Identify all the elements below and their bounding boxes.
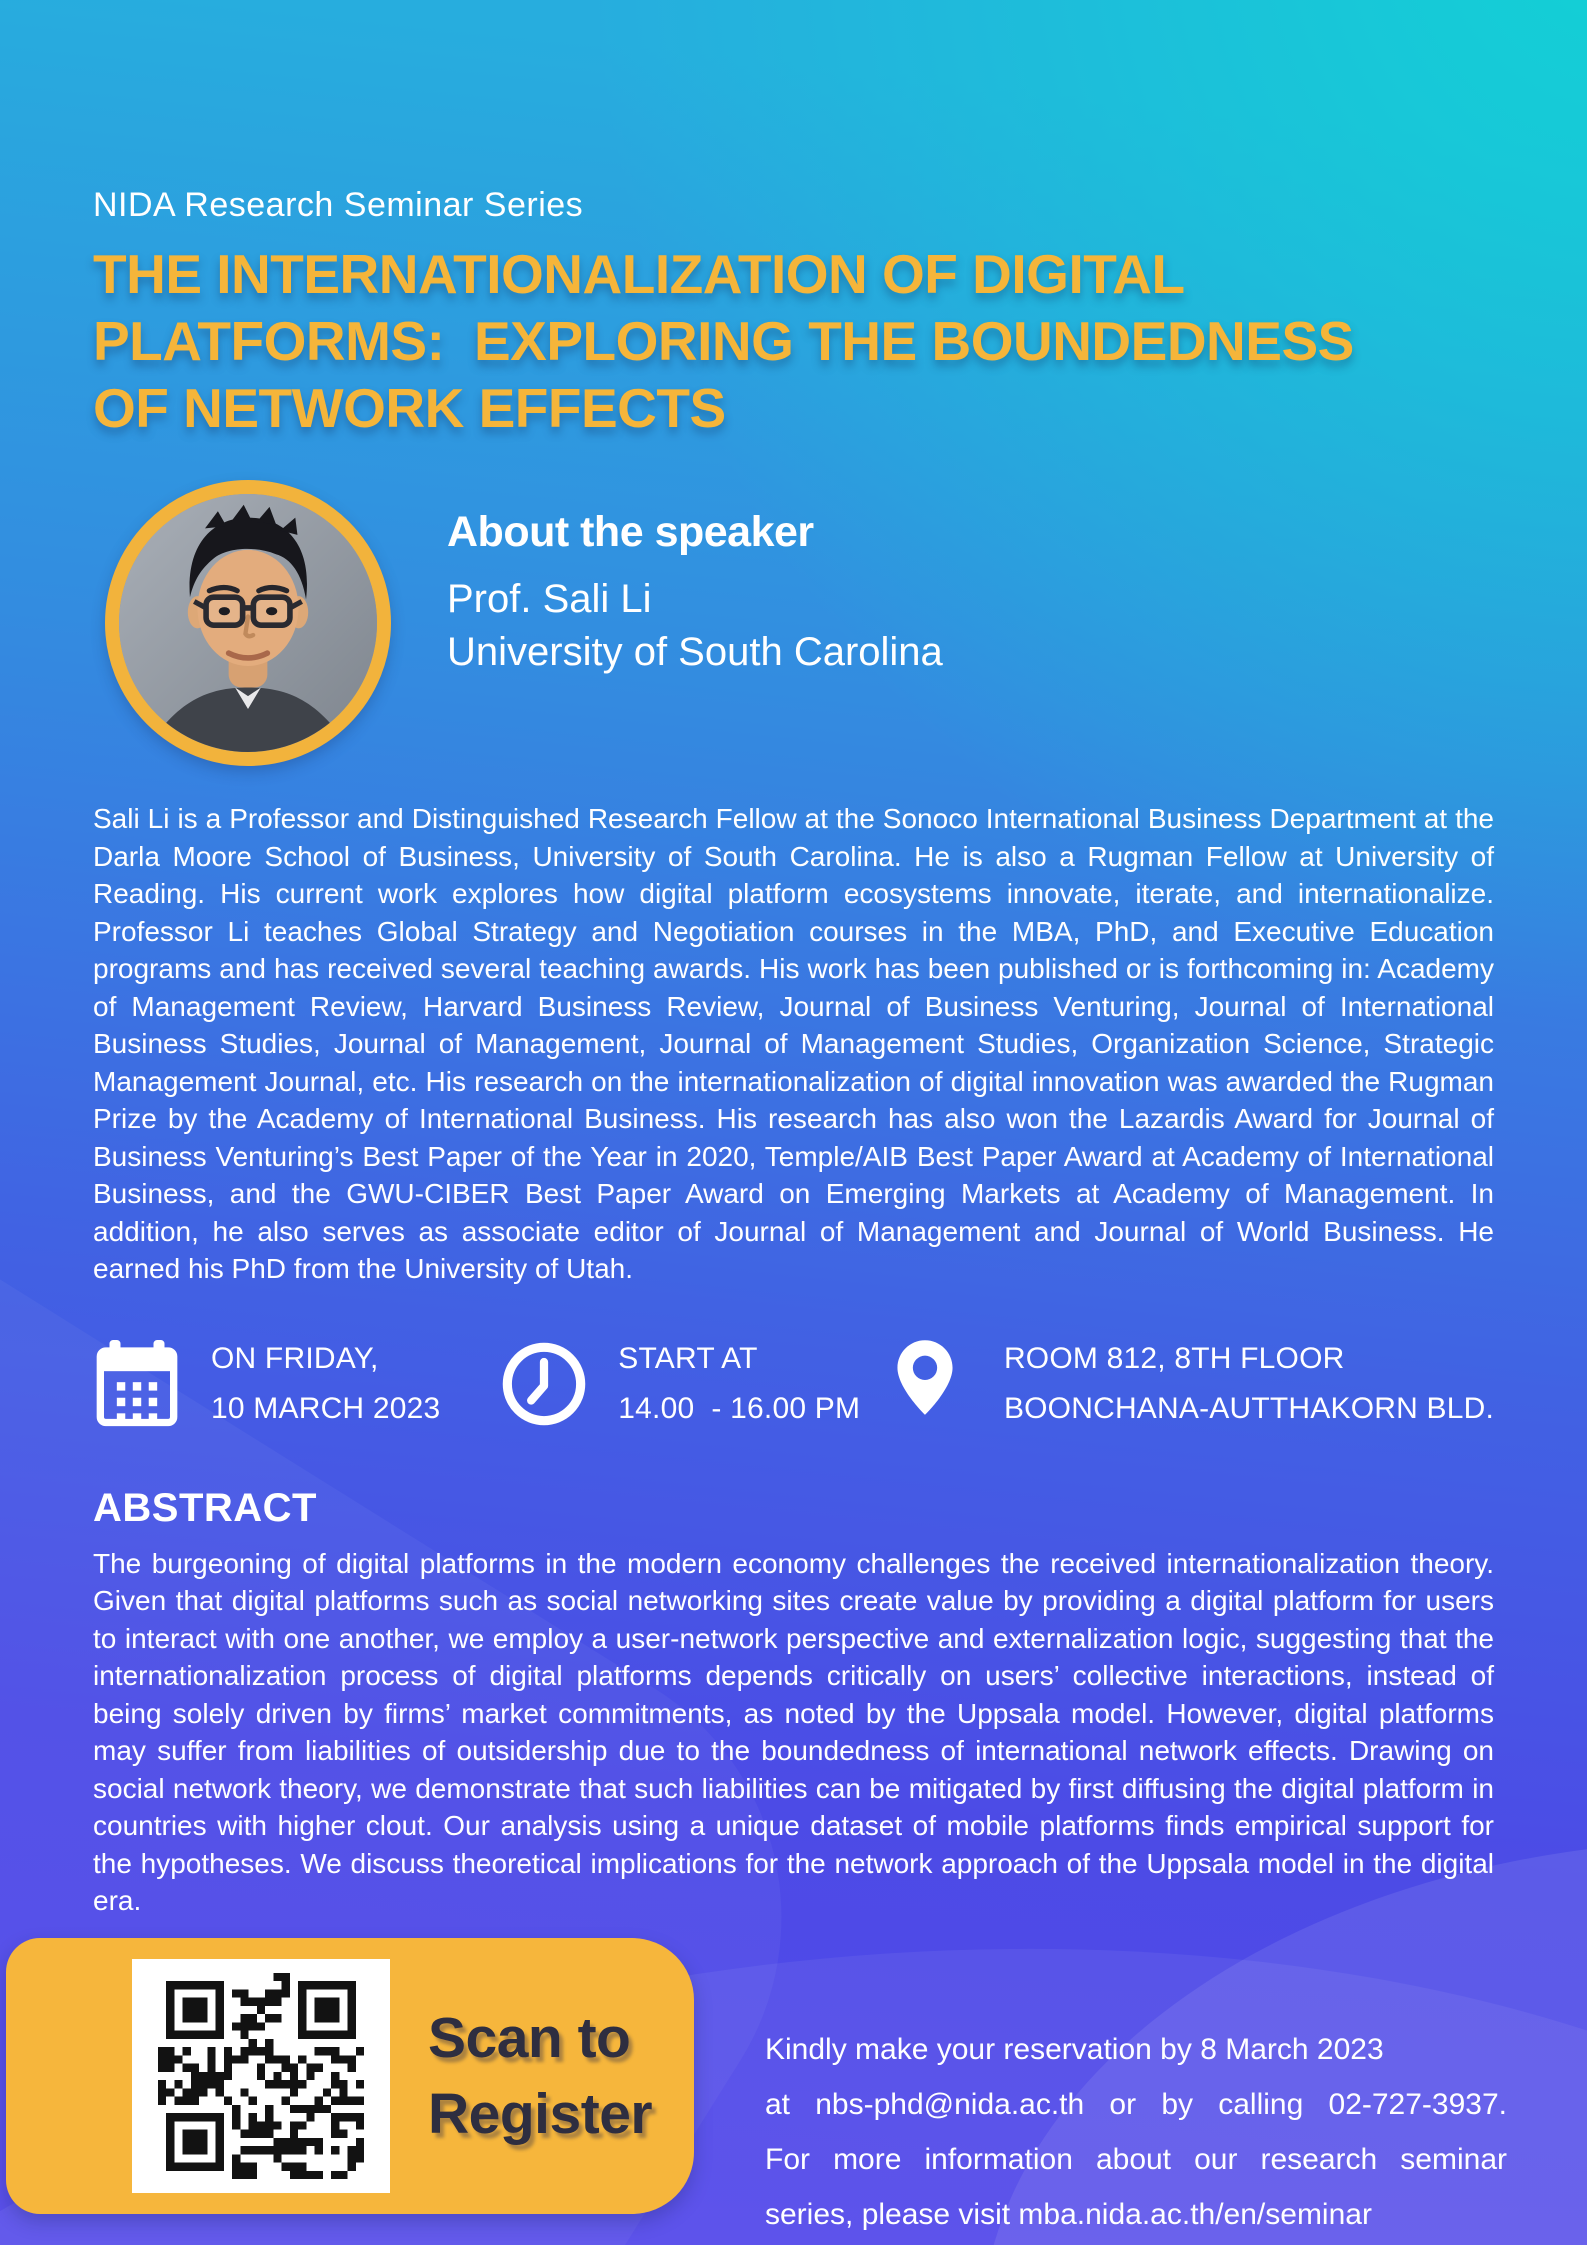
event-location-line2: BOONCHANA-AUTTHAKORN BLD. — [1003, 1391, 1494, 1425]
cta-line1: Scan to — [428, 2006, 631, 2070]
title-line: THE INTERNATIONALIZATION OF DIGITAL — [93, 243, 1185, 305]
series-label: NIDA Research Seminar Series — [93, 186, 584, 224]
event-date-line2: 10 MARCH 2023 — [211, 1391, 441, 1425]
reservation-info — [765, 2022, 1507, 2242]
title-line: PLATFORMS: EXPLORING THE BOUNDEDNESS — [93, 310, 1354, 372]
event-date-line1: ON FRIDAY, — [211, 1341, 379, 1375]
event-location-text — [1004, 1334, 1494, 1434]
speaker-section — [93, 480, 1494, 766]
calendar-icon — [93, 1338, 189, 1430]
speaker-name: Prof. Sali Li — [447, 577, 652, 621]
event-time-line1: START AT — [618, 1341, 758, 1375]
speaker-affiliation: University of South Carolina — [447, 630, 943, 674]
cta-line2: Register — [428, 2082, 653, 2146]
event-detail-date — [93, 1334, 500, 1434]
speaker-photo — [105, 480, 391, 766]
reservation-line: at nbs-phd@nida.ac.th or by calling 02-727-3937. — [765, 2088, 1507, 2121]
scan-to-register-label — [428, 2000, 652, 2152]
title-line: OF NETWORK EFFECTS — [93, 377, 726, 439]
event-time-line2: 14.00 - 16.00 PM — [618, 1391, 861, 1425]
clock-icon — [500, 1340, 596, 1428]
qr-code — [132, 1959, 390, 2193]
event-detail-time — [500, 1334, 886, 1434]
speaker-portrait-illustration — [119, 494, 377, 752]
reservation-line: series, please visit mba.nida.ac.th/en/seminar — [765, 2198, 1372, 2231]
poster-title — [93, 241, 1494, 442]
event-time-text — [618, 1334, 860, 1434]
reservation-line: For more information about our research seminar — [765, 2143, 1507, 2176]
event-details — [93, 1334, 1494, 1434]
event-detail-location — [886, 1334, 1494, 1434]
location-pin-icon — [886, 1337, 982, 1431]
abstract-heading: ABSTRACT — [93, 1485, 317, 1530]
event-location-line1: ROOM 812, 8TH FLOOR — [1003, 1341, 1345, 1375]
speaker-bio: Sali Li is a Professor and Distinguished Research Fellow at the Sonoco International Business Department at the Darla Moore School of Business, University of South Carolina. He is also a Rugman Fellow at University of Reading. His current work explores how digital platform ecosystems innovate, iterate, and internationalize. Professor Li teaches Global Strategy and Negotiation courses in the MBA, PhD, and Executive Education programs and has received several teaching awards. His work has been published or is forthcoming in: Academy of Management Review, Harvard Business Review, Journal of Business Venturing, Journal of International Business Studies, Journal of Management, Journal of Management Studies, Organization Science, Strategic Management Journal, etc. His research on the internationalization of digital innovation was awarded the Rugman Prize by the Academy of International Business. His research has also won the Lazardis Award for Journal of Business Venturing’s Best Paper of the Year in 2020, Temple/AIB Best Paper Award at Academy of International Business, and the GWU-CIBER Best Paper Award on Emerging Markets at Academy of Management. In addition, he also serves as associate editor of Journal of Management and Journal of World Business. He earned his PhD from the University of Utah. — [93, 803, 1494, 1284]
speaker-info — [447, 480, 943, 675]
about-speaker-heading: About the speaker — [447, 508, 814, 556]
register-card — [6, 1938, 694, 2214]
event-date-text — [211, 1334, 440, 1434]
reservation-line: Kindly make your reservation by 8 March 2023 — [765, 2033, 1384, 2066]
qr-code-image — [158, 1973, 364, 2179]
footer — [0, 1936, 1587, 2231]
abstract-body: The burgeoning of digital platforms in the modern economy challenges the received internationalization theory. Given that digital platforms such as social networking sites create value by providing a digital platform for users to interact with one another, we employ a user-network perspective and externalization logic, suggesting that the internationalization process of digital platforms depends critically on users’ collective interactions, instead of being solely driven by firms’ market commitments, as noted by the Uppsala model. However, digital platforms may suffer from liabilities of outsidership due to the boundedness of international network effects. Drawing on social network theory, we demonstrate that such liabilities can be mitigated by first diffusing the digital platform in countries with higher clout. Our analysis using a unique dataset of mobile platforms finds empirical support for the hypotheses. We discuss theoretical implications for the network approach of the Uppsala model in the digital era. — [93, 1547, 1494, 1916]
